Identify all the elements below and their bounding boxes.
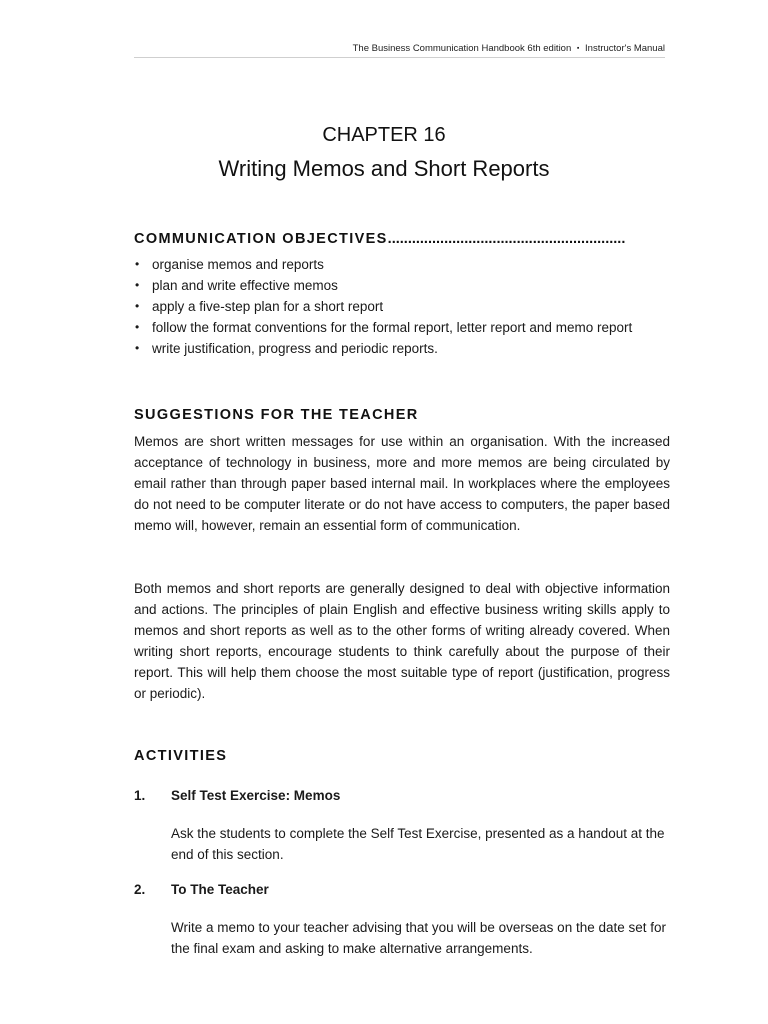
objectives-heading-leader: ........................................................... <box>387 231 626 247</box>
bullet-icon: • <box>135 341 140 355</box>
activity-description: Ask the students to complete the Self Test Exercise, presented as a handout at the end of this section. <box>171 826 665 862</box>
chapter-title: Writing Memos and Short Reports <box>218 156 550 181</box>
chapter-number: CHAPTER 16 <box>322 124 446 146</box>
activity-number: 2. <box>134 882 146 897</box>
objective-item <box>134 275 694 296</box>
objective-item <box>134 317 694 338</box>
bullet-icon: • <box>135 299 140 313</box>
running-header <box>134 43 665 54</box>
teacher-paragraph-memos: Memos are short written messages for use within an organisation. With the increased acceptance of technology in business, more and more memos are being circulated by email rather than through paper based internal mail. In workplaces where the employees do not need to be computer literate or do not have access to computers, the paper based memo will, however, remain an essential form of communication. <box>134 434 670 533</box>
running-header-manual: Instructor's Manual <box>585 43 665 54</box>
objective-text: apply a five-step plan for a short report <box>152 299 384 314</box>
running-header-title: The Business Communication Handbook 6th edition <box>352 43 572 54</box>
bullet-icon: • <box>135 320 140 334</box>
activity-title: Self Test Exercise: Memos <box>171 788 341 803</box>
objective-text: write justification, progress and periodic reports. <box>152 341 438 356</box>
header-divider <box>134 57 665 58</box>
objective-text: follow the format conventions for the formal report, letter report and memo report <box>152 320 633 335</box>
teacher-suggestions-heading: SUGGESTIONS FOR THE TEACHER <box>134 407 419 423</box>
objective-item <box>134 296 694 317</box>
running-header-separator: ▪ <box>576 45 580 52</box>
objective-item <box>134 254 694 275</box>
activity-number: 1. <box>134 788 146 803</box>
objective-text: organise memos and reports <box>152 257 324 272</box>
bullet-icon: • <box>135 257 140 271</box>
objective-item <box>134 338 694 359</box>
activity-description: Write a memo to your teacher advising that you will be overseas on the date set for the final exam and asking to make alternative arrangements. <box>171 920 667 956</box>
teacher-paragraph-reports: Both memos and short reports are generally designed to deal with objective information and actions. The principles of plain English and effective business writing skills apply to memos and short reports as well as to the other forms of writing already covered. When writing short reports, encourage students to think carefully about the purpose of their report. This will help them choose the most suitable type of report (justification, progress or periodic). <box>134 581 670 701</box>
objectives-heading <box>134 231 674 247</box>
activities-heading: ACTIVITIES <box>134 748 228 764</box>
bullet-icon: • <box>135 278 140 292</box>
objectives-list <box>134 254 694 359</box>
objective-text: plan and write effective memos <box>152 278 338 293</box>
activity-title: To The Teacher <box>171 882 269 897</box>
objectives-heading-text: COMMUNICATION OBJECTIVES <box>134 231 388 247</box>
